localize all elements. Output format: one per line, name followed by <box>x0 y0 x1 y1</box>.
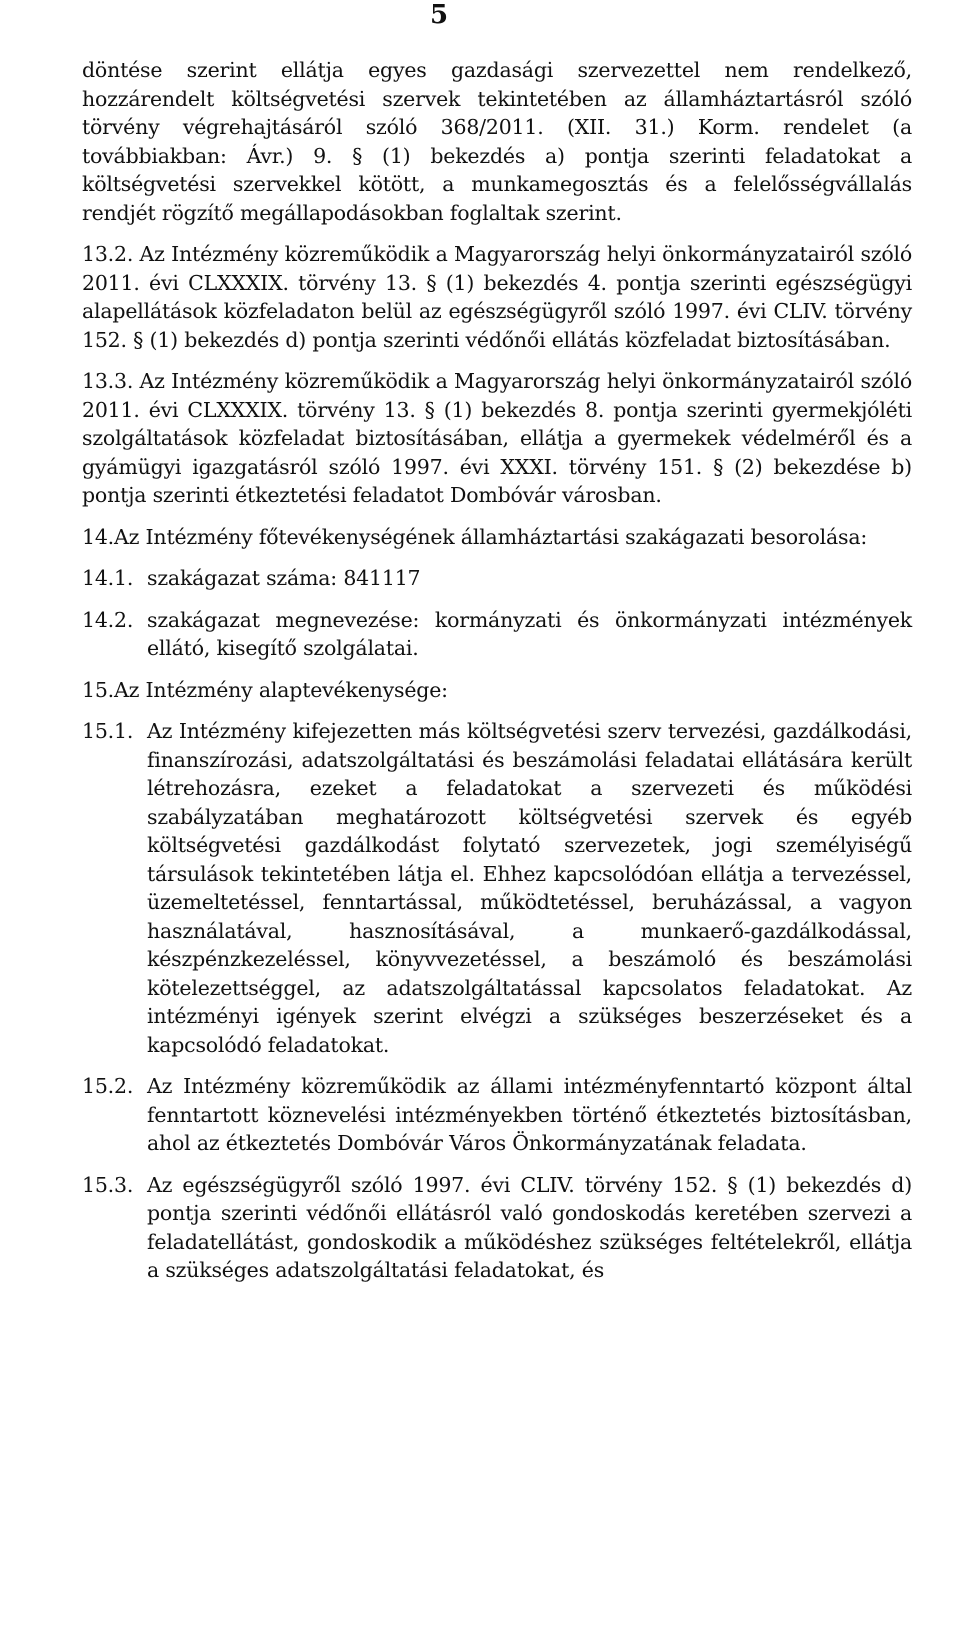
section-14 <box>82 523 912 552</box>
section-15-1 <box>82 717 912 1059</box>
section-text: Az Intézmény főtevékenységének államháztartási szakágazati besorolása: <box>114 524 868 549</box>
section-text: Az Intézmény kifejezetten más költségvetési szerv tervezési, gazdálkodási, finanszírozási, adatszolgáltatási és beszámolási feladatai ellátására került létrehozásra, ezeket a feladatokat a szervezeti és működési szabályzatában meghatározott költségvetési szervek és egyéb költségvetési gazdálkodást folytató szervezetek, jogi személyiségű társulások tekintetében látja el. Ehhez kapcsolódóan ellátja a tervezéssel, üzemeltetéssel, fenntartással, működtetéssel, beruházással, a vagyon használatával, hasznosításával, a munkaerő-gazdálkodással, készpénzkezeléssel, könyvvezetéssel, a beszámoló és beszámolási kötelezettséggel, az adatszolgáltatással kapcsolatos feladatokat. Az intézményi igények szerint elvégzi a szükséges beszerzéseket és a kapcsolódó feladatokat. <box>147 719 912 1057</box>
section-number: 14.1. <box>82 566 134 590</box>
paragraph-intro: döntése szerint ellátja egyes gazdasági szervezettel nem rendelkező, hozzárendelt költségvetési szervek tekintetében az államháztartásról szóló törvény végrehajtásáról szóló 368/2011. (XII. 31.) Korm. rendelet (a továbbiakban: Ávr.) 9. § (1) bekezdés a) pontja szerinti feladatokat a költségvetési szervekkel kötött, a munkamegosztás és a felelősségvállalás rendjét rögzítő megállapodásokban foglaltak szerint. <box>82 58 912 225</box>
section-15 <box>82 676 912 705</box>
section-15-3 <box>82 1171 912 1285</box>
section-text: Az Intézmény alaptevékenysége: <box>114 677 448 702</box>
section-number: 15. <box>82 677 115 702</box>
section-number: 15.2. <box>82 1074 134 1098</box>
section-text: szakágazat megnevezése: kormányzati és önkormányzati intézmények ellátó, kisegítő szolgálatai. <box>147 607 912 660</box>
section-text: Az egészségügyről szóló 1997. évi CLIV. törvény 152. § (1) bekezdés d) pontja szerinti védőnői ellátásról való gondoskodás keretében szervezi a feladatellátást, gondoskodik a működéshez szükséges feltételekről, ellátja a szükséges adatszolgáltatási feladatokat, és <box>147 1172 912 1282</box>
section-text: Az Intézmény közreműködik az állami intézményfenntartó központ által fenntartott köznevelési intézményekben történő étkeztetés biztosításban, ahol az étkeztetés Dombóvár Város Önkormányzatának feladata. <box>147 1074 912 1155</box>
section-text: szakágazat száma: 841117 <box>147 566 421 590</box>
section-15-2 <box>82 1072 912 1158</box>
section-number: 14.2. <box>82 607 134 632</box>
page-number: 5 <box>430 0 449 30</box>
section-14-2 <box>82 606 912 663</box>
document-body <box>82 56 912 1285</box>
section-14-1 <box>82 564 912 593</box>
paragraph-13-3: 13.3. Az Intézmény közreműködik a Magyarország helyi önkormányzatairól szóló 2011. évi CLXXXIX. törvény 13. § (1) bekezdés 8. pontja szerinti gyermekjóléti szolgáltatások közfeladat biztosításában, ellátja a gyermekek védelméről és a gyámügyi igazgatásról szóló 1997. évi XXXI. törvény 151. § (2) bekezdése b) pontja szerinti étkeztetési feladatot Dombóvár városban. <box>82 369 912 507</box>
section-number: 15.1. <box>82 719 134 743</box>
section-number: 15.3. <box>82 1172 134 1197</box>
paragraph-13-2: 13.2. Az Intézmény közreműködik a Magyarország helyi önkormányzatairól szóló 2011. évi CLXXXIX. törvény 13. § (1) bekezdés 4. pontja szerinti egészségügyi alapellátások közfeladaton belül az egészségügyről szóló 1997. évi CLIV. törvény 152. § (1) bekezdés d) pontja szerinti védőnői ellátás közfeladat biztosításában. <box>82 242 912 352</box>
section-number: 14. <box>82 524 115 549</box>
